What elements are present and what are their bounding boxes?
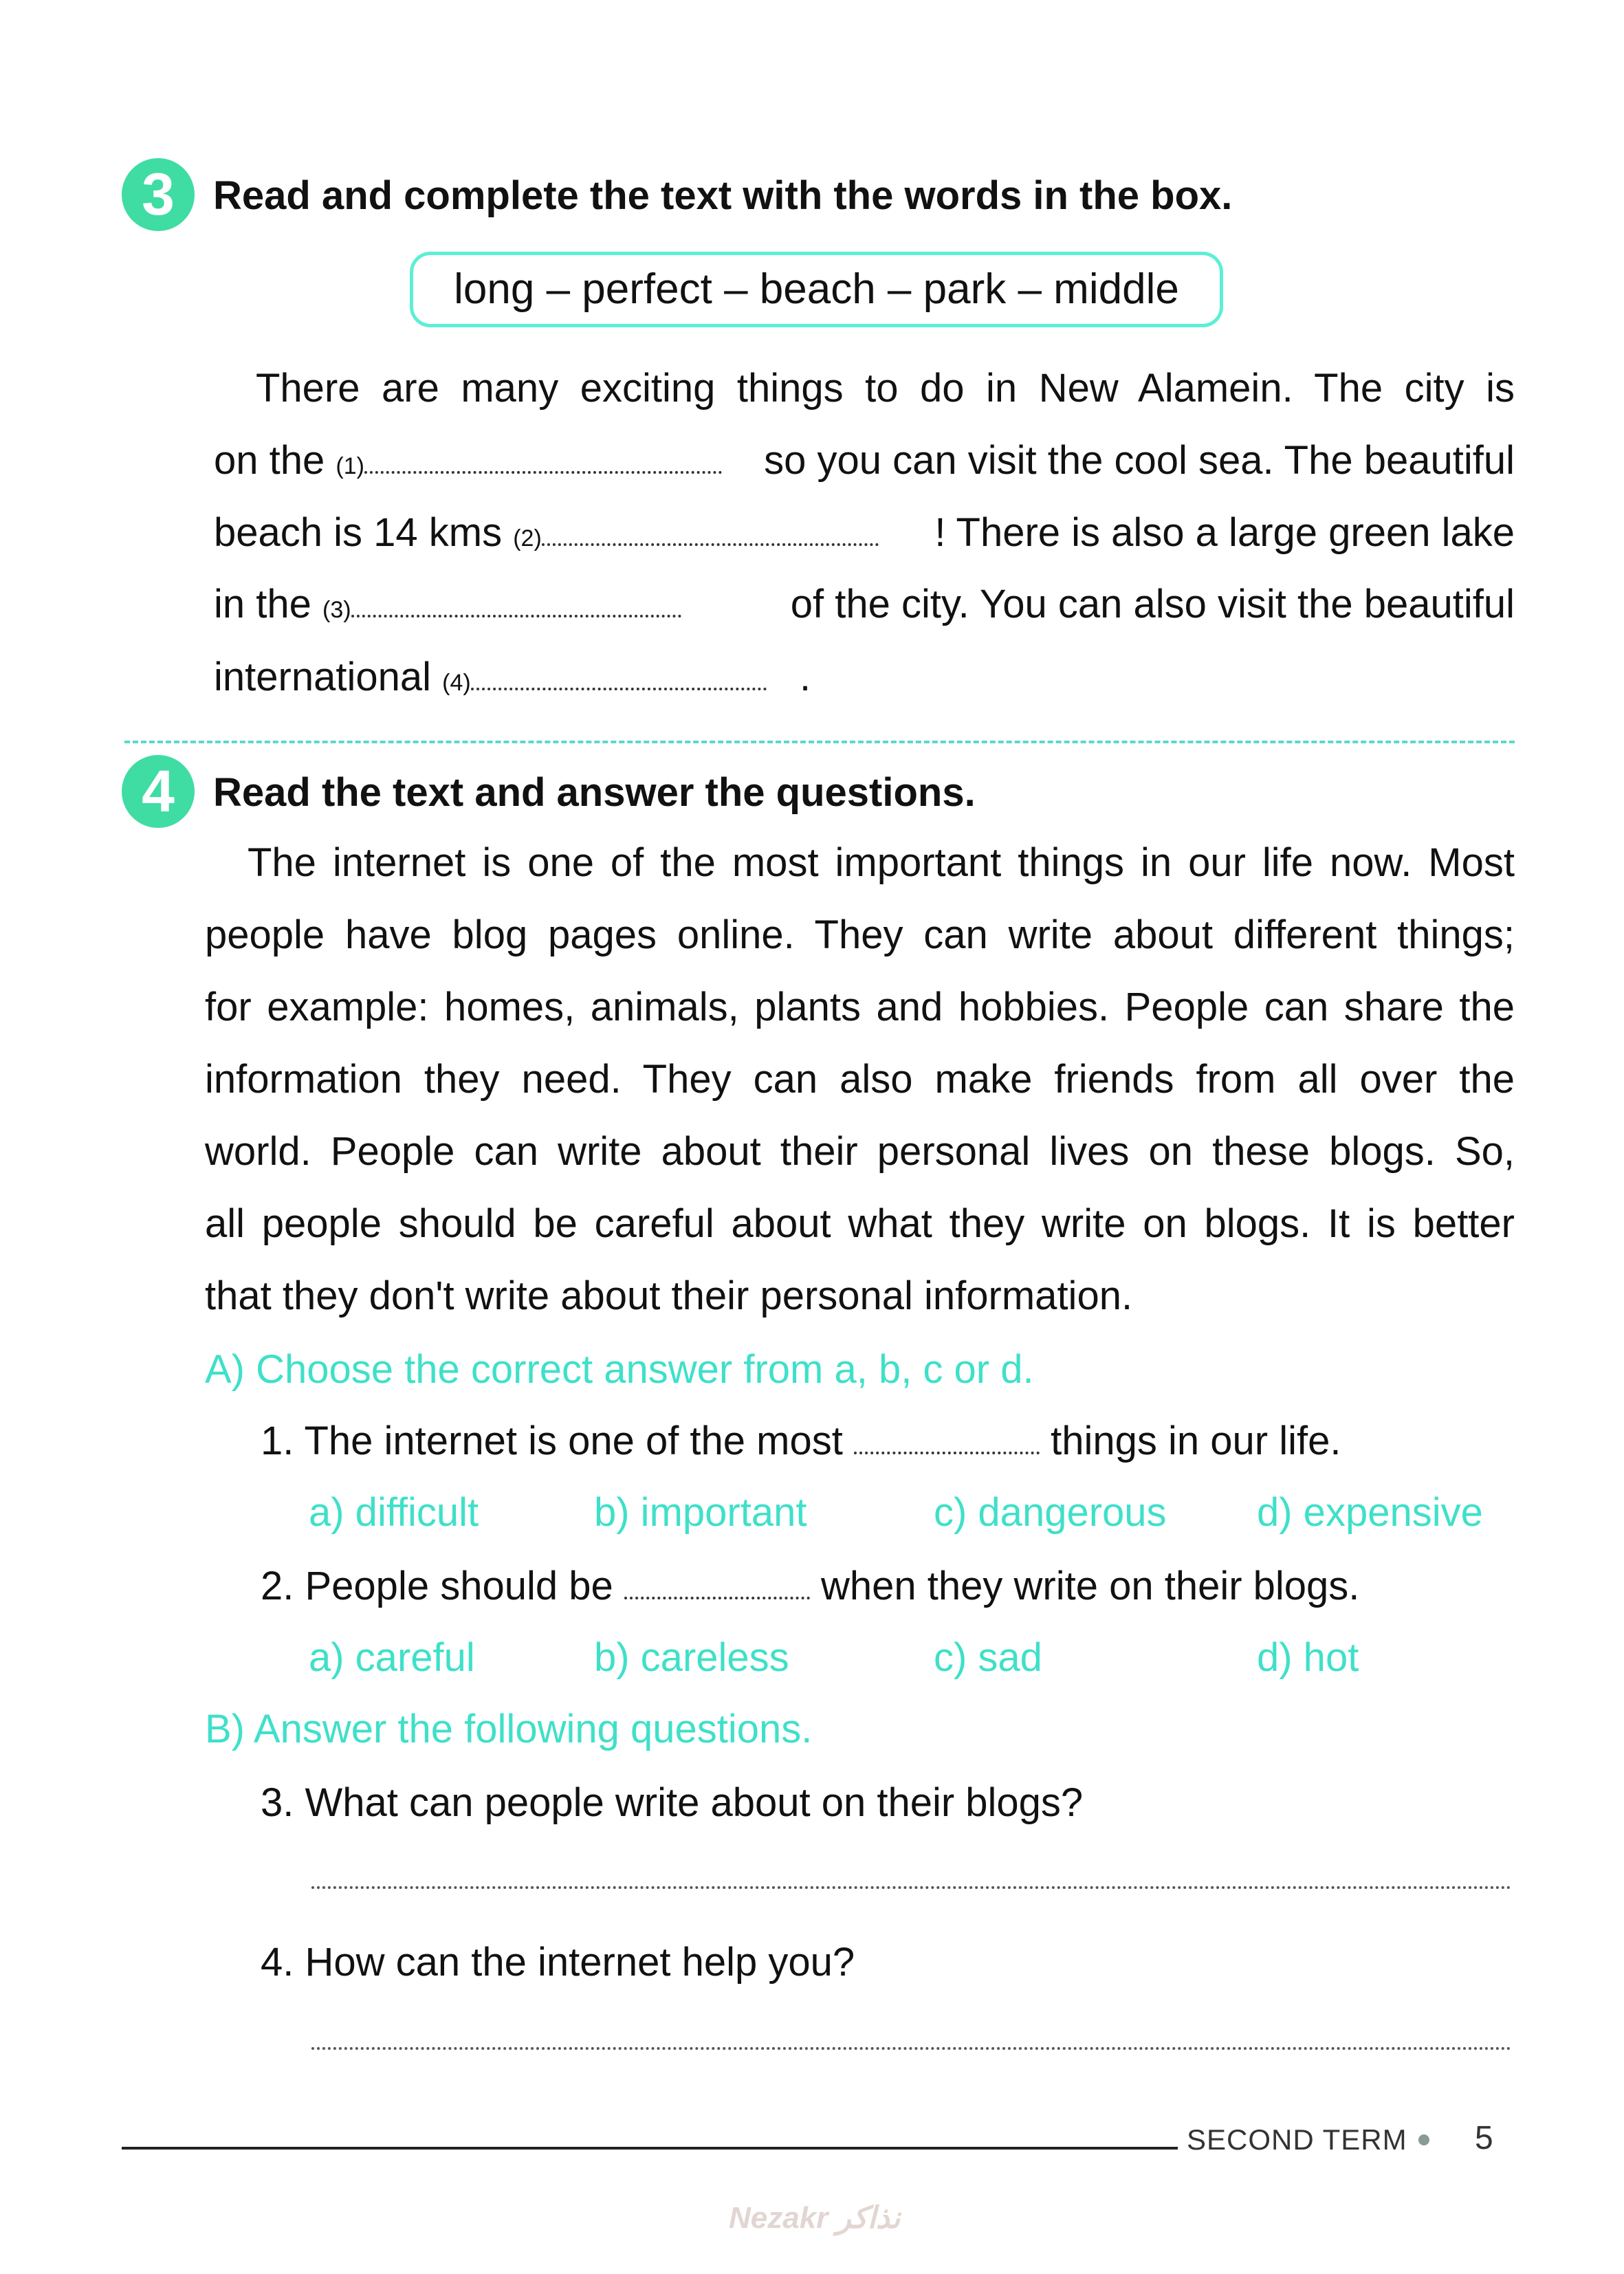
part-b-heading: B) Answer the following questions. [205, 1707, 813, 1751]
word-box: long – perfect – beach – park – middle [410, 252, 1223, 327]
text: so you can visit the cool sea. The beautiful [764, 438, 1515, 483]
text-line-4 [214, 580, 1515, 634]
question-2 [261, 1562, 1359, 1610]
part-a-heading: A) Choose the correct answer from a, b, c or d. [205, 1347, 1034, 1392]
option-a[interactable]: a) difficult [309, 1490, 479, 1535]
text-line-5 [214, 653, 811, 707]
option-b[interactable]: b) important [594, 1490, 807, 1535]
text-line-3 [214, 509, 1515, 562]
text: of the city. You can also visit the beautiful [790, 582, 1515, 626]
answer-line-4[interactable] [311, 2047, 1511, 2050]
paragraph-line: information they need. They can also make friends from all over the [205, 1057, 1515, 1102]
blank-3[interactable] [351, 601, 681, 617]
option-d[interactable]: d) expensive [1257, 1490, 1483, 1535]
text: international [214, 655, 431, 699]
section-divider [124, 741, 1515, 743]
blank-label: (4) [442, 670, 471, 696]
option-b[interactable]: b) careless [594, 1635, 789, 1680]
question-4: 4. How can the internet help you? [261, 1940, 855, 1985]
blank-4[interactable] [471, 674, 767, 690]
paragraph-line: all people should be careful about what they write on blogs. It is better [205, 1201, 1515, 1246]
question-1 [261, 1417, 1341, 1465]
text: ! There is also a large green lake [934, 510, 1515, 555]
option-c[interactable]: c) dangerous [934, 1490, 1167, 1535]
blank-label: (3) [322, 597, 351, 623]
option-d[interactable]: d) hot [1257, 1635, 1359, 1680]
text-line-1: There are many exciting things to do in New Alamein. The city is [256, 366, 1515, 411]
text: 1. The internet is one of the most [261, 1419, 843, 1463]
text: beach is 14 kms [214, 510, 503, 555]
exercise-4-instruction: Read the text and answer the questions. [213, 770, 976, 815]
option-c[interactable]: c) sad [934, 1635, 1042, 1680]
footer-rule [122, 2147, 1178, 2150]
option-a[interactable]: a) careful [309, 1635, 475, 1680]
blank-q2[interactable] [624, 1583, 810, 1599]
blank-label: (2) [513, 525, 542, 551]
separator-dot [1418, 2134, 1429, 2145]
paragraph-line: people have blog pages online. They can write about different things; [205, 912, 1515, 957]
paragraph-line: The internet is one of the most important things in our life now. Most [248, 840, 1515, 885]
text: on the [214, 438, 325, 483]
text: . [800, 655, 811, 699]
watermark-logo: Nezakr نذاكر [729, 2201, 901, 2235]
text: when they write on their blogs. [821, 1564, 1360, 1608]
blank-q1[interactable] [854, 1438, 1040, 1454]
page-number: 5 [1475, 2120, 1493, 2156]
answer-line-3[interactable] [311, 1886, 1511, 1889]
blank-2[interactable] [542, 529, 879, 546]
paragraph-line: that they don't write about their personal information. [205, 1273, 1133, 1318]
term-label: SECOND TERM [1187, 2123, 1407, 2156]
exercise-3-instruction: Read and complete the text with the words in the box. [213, 173, 1233, 218]
text: in the [214, 582, 311, 626]
paragraph-line: for example: homes, animals, plants and hobbies. People can share the [205, 985, 1515, 1029]
blank-label: (1) [336, 453, 364, 479]
text-line-2 [214, 437, 1515, 490]
exercise-number-badge: 4 [122, 755, 195, 828]
exercise-number-badge: 3 [122, 158, 195, 231]
text: things in our life. [1051, 1419, 1341, 1463]
text: 2. People should be [261, 1564, 613, 1608]
paragraph-line: world. People can write about their personal lives on these blogs. So, [205, 1129, 1515, 1174]
question-3: 3. What can people write about on their blogs? [261, 1780, 1084, 1825]
blank-1[interactable] [364, 457, 722, 474]
